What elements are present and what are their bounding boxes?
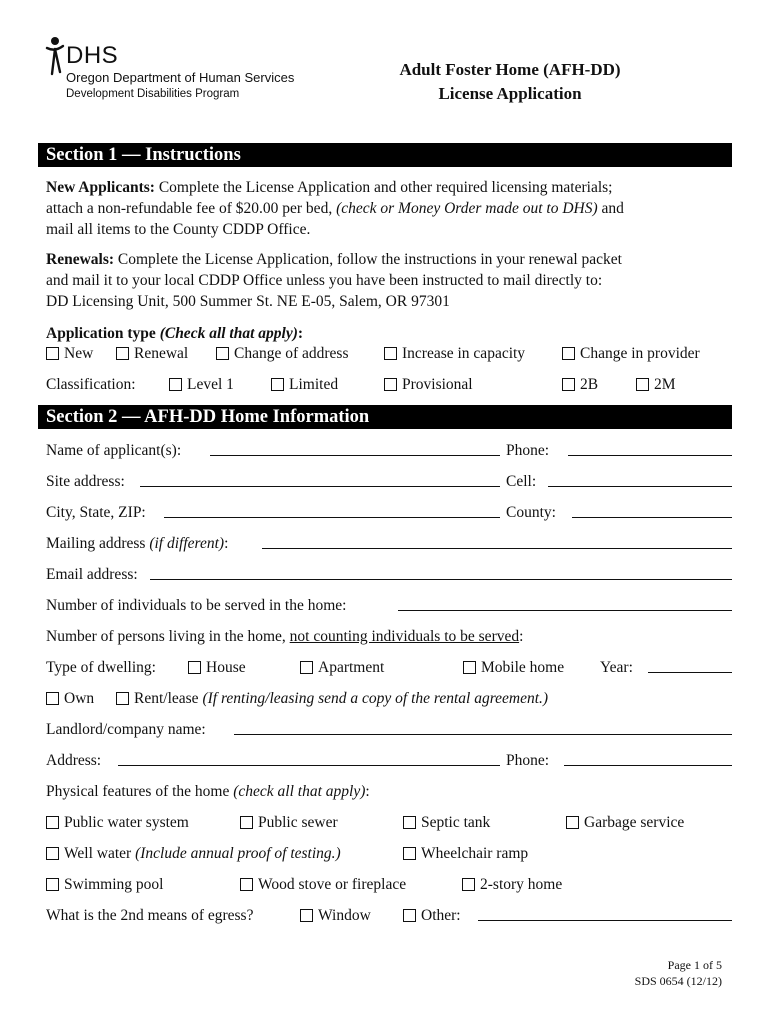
option-label: 2B [580, 376, 599, 393]
email-row [46, 564, 736, 586]
application-type-hint: (Check all that apply) [159, 325, 298, 342]
dwelling-row [46, 657, 736, 679]
city-row [46, 502, 736, 524]
option-label: Change of address [234, 345, 349, 362]
individuals-row [46, 595, 736, 617]
option-label: Own [64, 690, 95, 707]
option-label: Window [318, 907, 371, 924]
dhs-logo [44, 36, 304, 106]
county-field[interactable] [572, 502, 732, 518]
feature-wheelchair-ramp[interactable] [403, 843, 528, 865]
checkbox[interactable] [46, 878, 59, 891]
county-label: County: [506, 504, 556, 521]
department-name: Oregon Department of Human Services [66, 70, 295, 85]
app-type-new[interactable] [46, 343, 93, 365]
landlord-label: Landlord/company name: [46, 721, 206, 738]
persons-label-underlined: not counting individuals to be served [289, 628, 520, 645]
year-field[interactable] [648, 657, 732, 673]
feature-2-story[interactable] [462, 874, 562, 896]
checkbox[interactable] [116, 692, 129, 705]
landlord-row [46, 719, 736, 741]
option-label: Increase in capacity [402, 345, 526, 362]
feature-swimming-pool[interactable] [46, 874, 163, 896]
new-applicants-line2b: (check or Money Order made out to DHS) [336, 200, 598, 217]
applicant-name-field[interactable] [210, 440, 500, 456]
landlord-phone-label: Phone: [506, 752, 550, 769]
applicant-name-label: Name of applicant(s): [46, 442, 182, 459]
egress-label: What is the 2nd means of egress? [46, 907, 254, 924]
individuals-field[interactable] [398, 595, 732, 611]
checkbox[interactable] [636, 378, 649, 391]
checkbox[interactable] [403, 816, 416, 829]
checkbox[interactable] [300, 909, 313, 922]
form-title-line1: Adult Foster Home (AFH-DD) [399, 60, 621, 79]
option-label: New [64, 345, 94, 362]
landlord-phone-field[interactable] [564, 750, 732, 766]
checkbox[interactable] [46, 347, 59, 360]
option-label: Rent/lease [134, 690, 203, 707]
site-address-row [46, 471, 736, 493]
logo-text: DHS [66, 42, 119, 69]
class-2m[interactable] [636, 374, 676, 396]
cell-field[interactable] [548, 471, 732, 487]
feature-well-water[interactable] [46, 843, 341, 865]
mailing-address-label [46, 533, 228, 555]
application-type-colon: : [297, 325, 304, 342]
checkbox[interactable] [240, 878, 253, 891]
person-icon [44, 36, 66, 76]
checkbox[interactable] [169, 378, 182, 391]
landlord-field[interactable] [234, 719, 732, 735]
option-label: Mobile home [481, 659, 565, 676]
application-type-options [46, 343, 736, 365]
form-title-line2: License Application [438, 84, 582, 103]
landlord-address-row [46, 750, 736, 772]
rent-option[interactable] [116, 688, 548, 710]
page-number: Page 1 of 5 [667, 958, 722, 972]
dwelling-house[interactable] [188, 657, 246, 679]
dwelling-apartment[interactable] [300, 657, 384, 679]
option-label: Renewal [134, 345, 189, 362]
option-label: Change in provider [580, 345, 700, 362]
features-hint: (check all that apply) [233, 783, 366, 800]
mailing-label-text: Mailing address [46, 535, 150, 552]
option-label: 2M [654, 376, 676, 393]
app-type-renewal[interactable] [116, 343, 188, 365]
checkbox[interactable] [562, 347, 575, 360]
mailing-colon: : [224, 535, 229, 552]
features-label-row [46, 781, 736, 803]
persons-colon: : [519, 628, 524, 645]
class-level1[interactable] [169, 374, 234, 396]
checkbox[interactable] [240, 816, 253, 829]
checkbox[interactable] [463, 661, 476, 674]
new-applicants-line1: Complete the License Application and other required licensing materials; [154, 179, 613, 196]
form-number: SDS 0654 (12/12) [634, 974, 722, 988]
classification-row [46, 374, 736, 396]
feature-septic-tank[interactable] [403, 812, 490, 834]
persons-label [46, 626, 523, 648]
features-label-text: Physical features of the home [46, 783, 234, 800]
feature-public-sewer[interactable] [240, 812, 338, 834]
mailing-address-field[interactable] [262, 533, 732, 549]
checkbox[interactable] [300, 661, 313, 674]
site-address-label: Site address: [46, 473, 125, 490]
year-label: Year: [600, 659, 633, 676]
checkbox[interactable] [116, 347, 129, 360]
features-row2 [46, 843, 736, 865]
option-label: Apartment [318, 659, 385, 676]
city-label: City, State, ZIP: [46, 504, 146, 521]
option-label: Garbage service [584, 814, 685, 831]
site-address-field[interactable] [140, 471, 500, 487]
option-label: 2-story home [480, 876, 563, 893]
checkbox[interactable] [562, 378, 575, 391]
application-type-label-text: Application type [46, 325, 160, 342]
rent-hint: (If renting/leasing send a copy of the rental agreement.) [202, 690, 549, 707]
persons-label-text: Number of persons living in the home, [46, 628, 290, 645]
feature-public-water[interactable] [46, 812, 189, 834]
landlord-address-label: Address: [46, 752, 102, 769]
new-applicants-line2c: and [597, 200, 624, 217]
checkbox[interactable] [462, 878, 475, 891]
classification-label: Classification: [46, 376, 136, 393]
class-provisional[interactable] [384, 374, 473, 396]
egress-row [46, 905, 736, 927]
checkbox[interactable] [566, 816, 579, 829]
checkbox[interactable] [403, 847, 416, 860]
cell-label: Cell: [506, 473, 537, 490]
renewals-text [46, 249, 736, 312]
section1-heading: Section 1 — Instructions [38, 143, 732, 167]
checkbox[interactable] [46, 847, 59, 860]
email-field[interactable] [150, 564, 732, 580]
option-label: Septic tank [421, 814, 491, 831]
app-type-increase-capacity[interactable] [384, 343, 525, 365]
option-label: Limited [289, 376, 339, 393]
class-2b[interactable] [562, 374, 598, 396]
features-row1 [46, 812, 736, 834]
option-label: House [206, 659, 246, 676]
program-name: Development Disabilities Program [66, 88, 240, 100]
section2-heading: Section 2 — AFH-DD Home Information [38, 405, 732, 429]
option-label: Wood stove or fireplace [258, 876, 407, 893]
features-label [46, 781, 370, 803]
features-colon: : [365, 783, 370, 800]
own-rent-row [46, 688, 736, 710]
checkbox[interactable] [216, 347, 229, 360]
new-applicants-line3: mail all items to the County CDDP Office. [46, 221, 311, 238]
mailing-hint: (if different) [149, 535, 225, 552]
checkbox[interactable] [188, 661, 201, 674]
app-type-change-provider[interactable] [562, 343, 700, 365]
egress-window[interactable] [300, 905, 371, 927]
new-applicants-text [46, 177, 736, 240]
renewals-label: Renewals: [46, 251, 115, 268]
checkbox[interactable] [384, 347, 397, 360]
option-label: Public water system [64, 814, 189, 831]
phone-label: Phone: [506, 442, 550, 459]
well-hint: (Include annual proof of testing.) [135, 845, 341, 862]
checkbox[interactable] [46, 816, 59, 829]
dwelling-label: Type of dwelling: [46, 659, 156, 676]
city-field[interactable] [164, 502, 500, 518]
email-label: Email address: [46, 566, 138, 583]
new-applicants-label: New Applicants: [46, 179, 155, 196]
phone-field[interactable] [568, 440, 732, 456]
class-limited[interactable] [271, 374, 338, 396]
option-label: Public sewer [258, 814, 338, 831]
feature-wood-stove[interactable] [240, 874, 406, 896]
option-label: Level 1 [187, 376, 234, 393]
persons-row [46, 626, 736, 648]
mailing-address-row [46, 533, 736, 555]
dwelling-mobile-home[interactable] [463, 657, 564, 679]
option-label: Wheelchair ramp [421, 845, 529, 862]
option-label: Well water [64, 845, 136, 862]
checkbox[interactable] [46, 692, 59, 705]
app-type-change-address[interactable] [216, 343, 349, 365]
renewals-line1: Complete the License Application, follow the instructions in your renewal packet [114, 251, 622, 268]
application-type-label [46, 323, 303, 344]
egress-other-field[interactable] [478, 905, 732, 921]
checkbox[interactable] [271, 378, 284, 391]
applicant-name-row [46, 440, 736, 462]
checkbox[interactable] [403, 909, 416, 922]
new-applicants-line2a: attach a non-refundable fee of $20.00 per bed, [46, 200, 337, 217]
option-label: Swimming pool [64, 876, 164, 893]
own-option[interactable] [46, 688, 94, 710]
checkbox[interactable] [384, 378, 397, 391]
individuals-label: Number of individuals to be served in the home: [46, 597, 347, 614]
option-label: Provisional [402, 376, 473, 393]
features-row3 [46, 874, 736, 896]
renewals-line2: and mail it to your local CDDP Office unless you have been instructed to mail directly to: [46, 272, 603, 289]
landlord-address-field[interactable] [118, 750, 500, 766]
feature-garbage-service[interactable] [566, 812, 684, 834]
egress-other[interactable] [403, 905, 461, 927]
renewals-line3: DD Licensing Unit, 500 Summer St. NE E-05, Salem, OR 97301 [46, 293, 450, 310]
option-label: Other: [421, 907, 461, 924]
